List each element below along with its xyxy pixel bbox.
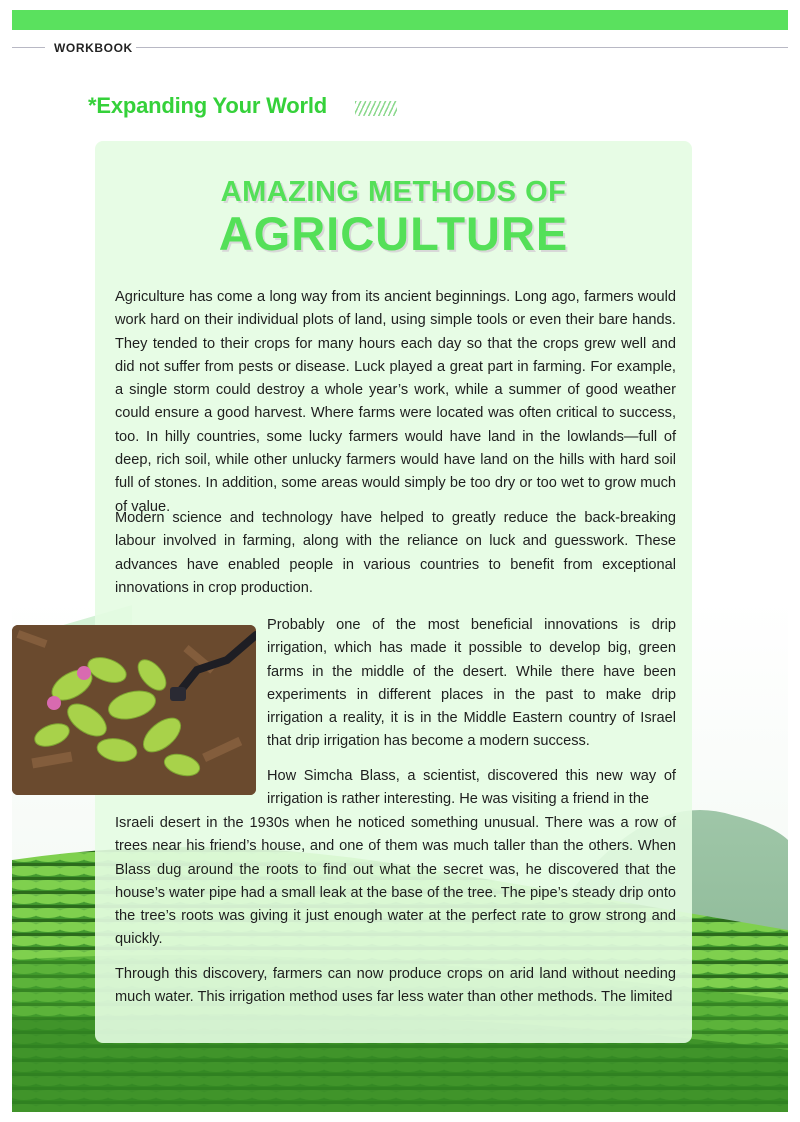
paragraph-4a: How Simcha Blass, a scientist, discovered this new way of irrigation is rather interesting. He was visiting a friend in the	[267, 768, 676, 808]
header-rule-left	[12, 47, 45, 48]
top-accent-bar	[12, 10, 788, 30]
paragraph-2: Modern science and technology have helped to greatly reduce the back-breaking labour involved in farming, along with the reliance on luck and guesswork. These advances have enabled people in various countries to benefit from exceptional innovations in crop production.	[115, 510, 676, 596]
header-label: WORKBOOK	[54, 41, 133, 55]
paragraph-4b: Israeli desert in the 1930s when he noticed something unusual. There was a row of trees near his friend’s house, and one of them was much taller than the others. When Blass dug around the roots to find out what the secret was, he discovered that the house’s water pipe had a small leak at the base of the tree. The pipe’s steady drip onto the tree’s roots was giving it just enough water at the perfect rate to grow strong and quickly.	[115, 815, 676, 948]
hatch-decoration	[355, 101, 397, 116]
section-title: *Expanding Your World	[88, 93, 328, 118]
article-title-line2: AGRICULTURE	[218, 207, 569, 260]
article-title-line1: AMAZING METHODS OF	[220, 176, 567, 208]
header-rule-right	[136, 47, 788, 48]
drip-irrigation-photo	[12, 625, 256, 795]
paragraph-5: Through this discovery, farmers can now produce crops on arid land without needing much water. This irrigation method uses far less water than other methods. The limited	[115, 966, 676, 1006]
paragraph-3: Probably one of the most beneficial innovations is drip irrigation, which has made it possible to develop big, green farms in the middle of the desert. While there have been experiments in different places in the past to make drip irrigation a reality, it is in the Middle Eastern country of Israel that drip irrigation has become a modern success.	[267, 617, 676, 750]
paragraph-1: Agriculture has come a long way from its ancient beginnings. Long ago, farmers would work hard on their individual plots of land, using simple tools or even their bare hands. They tended to their crops for many hours each day so that the crops grew well and did not suffer from pests or disease. Luck played a great part in farming. For example, a single storm could destroy a whole year’s work, while a summer of good weather could ensure a good harvest. Where farms were located was often critical to success, too. In hilly countries, some lucky farmers would have land in the lowlands—full of deep, rich soil, while other unlucky farmers would have land on the hills with hard soil full of stones. In addition, some areas would simply be too dry or too wet to grow much of value.	[115, 289, 676, 515]
